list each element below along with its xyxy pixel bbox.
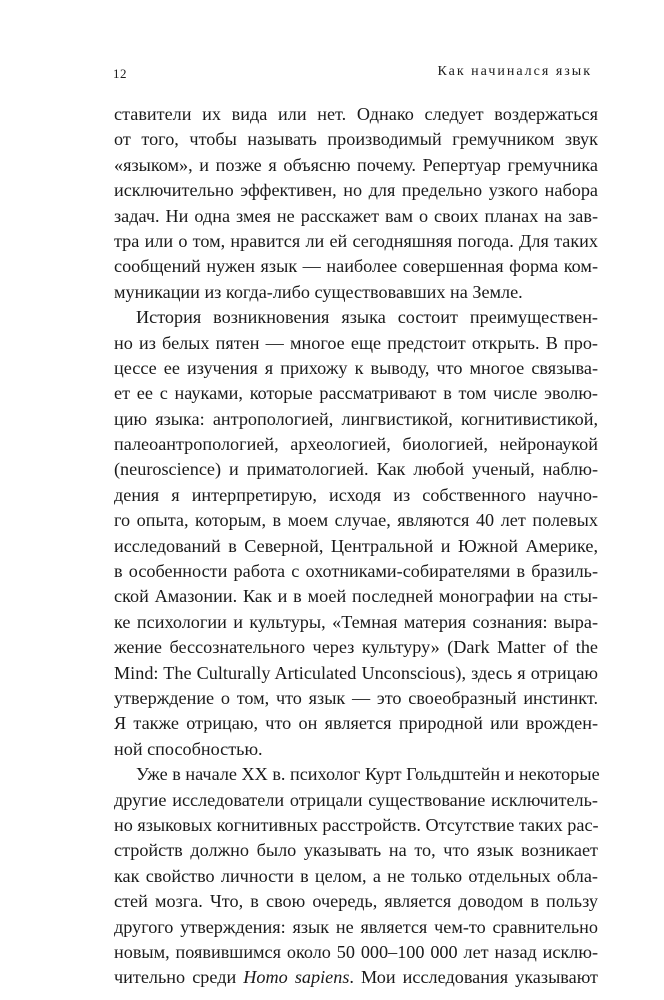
- running-head: Как начинался язык: [437, 64, 592, 79]
- text-line: задач. Ни одна змея не расскажет вам о своих планах на зав-: [114, 205, 598, 226]
- text-line: [114, 965, 598, 990]
- text-line: тра или о том, нравится ли ей сегодняшняя погода. Для таких: [114, 230, 598, 251]
- text-line: но из белых пятен — многое еще предстоит открыть. В про-: [114, 332, 598, 353]
- text-run: . Мои исследования указывают: [349, 967, 599, 988]
- text-line: исследований в Северной, Центральной и Южной Америке,: [114, 535, 598, 556]
- text-line: палеоантропологией, археологией, биологией, нейронаукой: [114, 434, 598, 455]
- text-line: но языковых когнитивных расстройств. Отсутствие таких рас-: [114, 814, 599, 835]
- text-line: утверждение о том, что язык — это своеобразный инстинкт.: [114, 687, 598, 708]
- paragraph: [114, 102, 598, 305]
- text-line: жение бессознательного через культуру» (Dark Matter of the: [114, 637, 598, 658]
- text-line: в особенности работа с охотниками-собирателями в бразиль-: [114, 561, 598, 582]
- text-line: го опыта, которым, в моем случае, являются 40 лет полевых: [114, 510, 598, 531]
- text-line: исключительно эффективен, но для предельно узкого набора: [114, 180, 598, 201]
- text-line: цессе ее изучения я прихожу к выводу, что многое связыва-: [114, 357, 598, 378]
- paragraph: [114, 762, 598, 991]
- text-line: сообщений нужен язык — наиболее совершенная форма ком-: [114, 256, 598, 277]
- text-line: стей мозга. Что, в свою очередь, является доводом в пользу: [114, 891, 598, 912]
- text-line: стройств должно было указывать на то, что язык возникает: [114, 840, 598, 861]
- text-line: муникации из когда-либо существовавших на Земле.: [114, 281, 523, 302]
- text-line: другие исследователи отрицали существование исключитель-: [114, 789, 598, 810]
- page-number: 12: [113, 66, 127, 81]
- text-line: ставители их вида или нет. Однако следует воздержаться: [114, 104, 598, 124]
- text-line: новым, появившимся около 50 000–100 000 лет назад исклю-: [114, 941, 598, 962]
- text-line: ке психологии и культуры, «Темная материя сознания: выра-: [114, 611, 598, 632]
- text-line: дения я интерпретирую, исходя из собственного научно-: [114, 484, 598, 505]
- text-line: «языком», и позже я объясню почему. Репертуар гремучника: [114, 154, 598, 175]
- text-run: чительно среди: [114, 967, 244, 988]
- text-line: (neuroscience) и приматологией. Как любой ученый, наблю-: [114, 459, 598, 480]
- text-line: ной способностью.: [114, 738, 263, 759]
- text-line: от того, чтобы называть производимый гремучником звук: [114, 129, 598, 150]
- body-text: [114, 102, 598, 991]
- text-line: цию языка: антропологией, лингвистикой, когнитивистикой,: [114, 408, 598, 429]
- text-line: ской Амазонии. Как и в моей последней монографии на сты-: [114, 586, 598, 607]
- text-line: другого утверждения: язык не является чем-то сравнительно: [114, 916, 598, 937]
- text-line: Я также отрицаю, что он является природной или врожден-: [114, 713, 598, 734]
- text-line: Уже в начале XX в. психолог Курт Гольдштейн и некоторые: [136, 764, 600, 785]
- paragraph: [114, 305, 598, 762]
- text-line: ет ее с науками, которые рассматривают в том числе эволю-: [114, 383, 598, 404]
- text-line: История возникновения языка состоит преимуществен-: [136, 307, 598, 328]
- text-line: Mind: The Culturally Articulated Unconscious), здесь я отрицаю: [114, 662, 598, 683]
- species-name-italic: Homo sapiens: [243, 967, 350, 988]
- text-line: как свойство личности в целом, а не только отдельных обла-: [114, 865, 598, 886]
